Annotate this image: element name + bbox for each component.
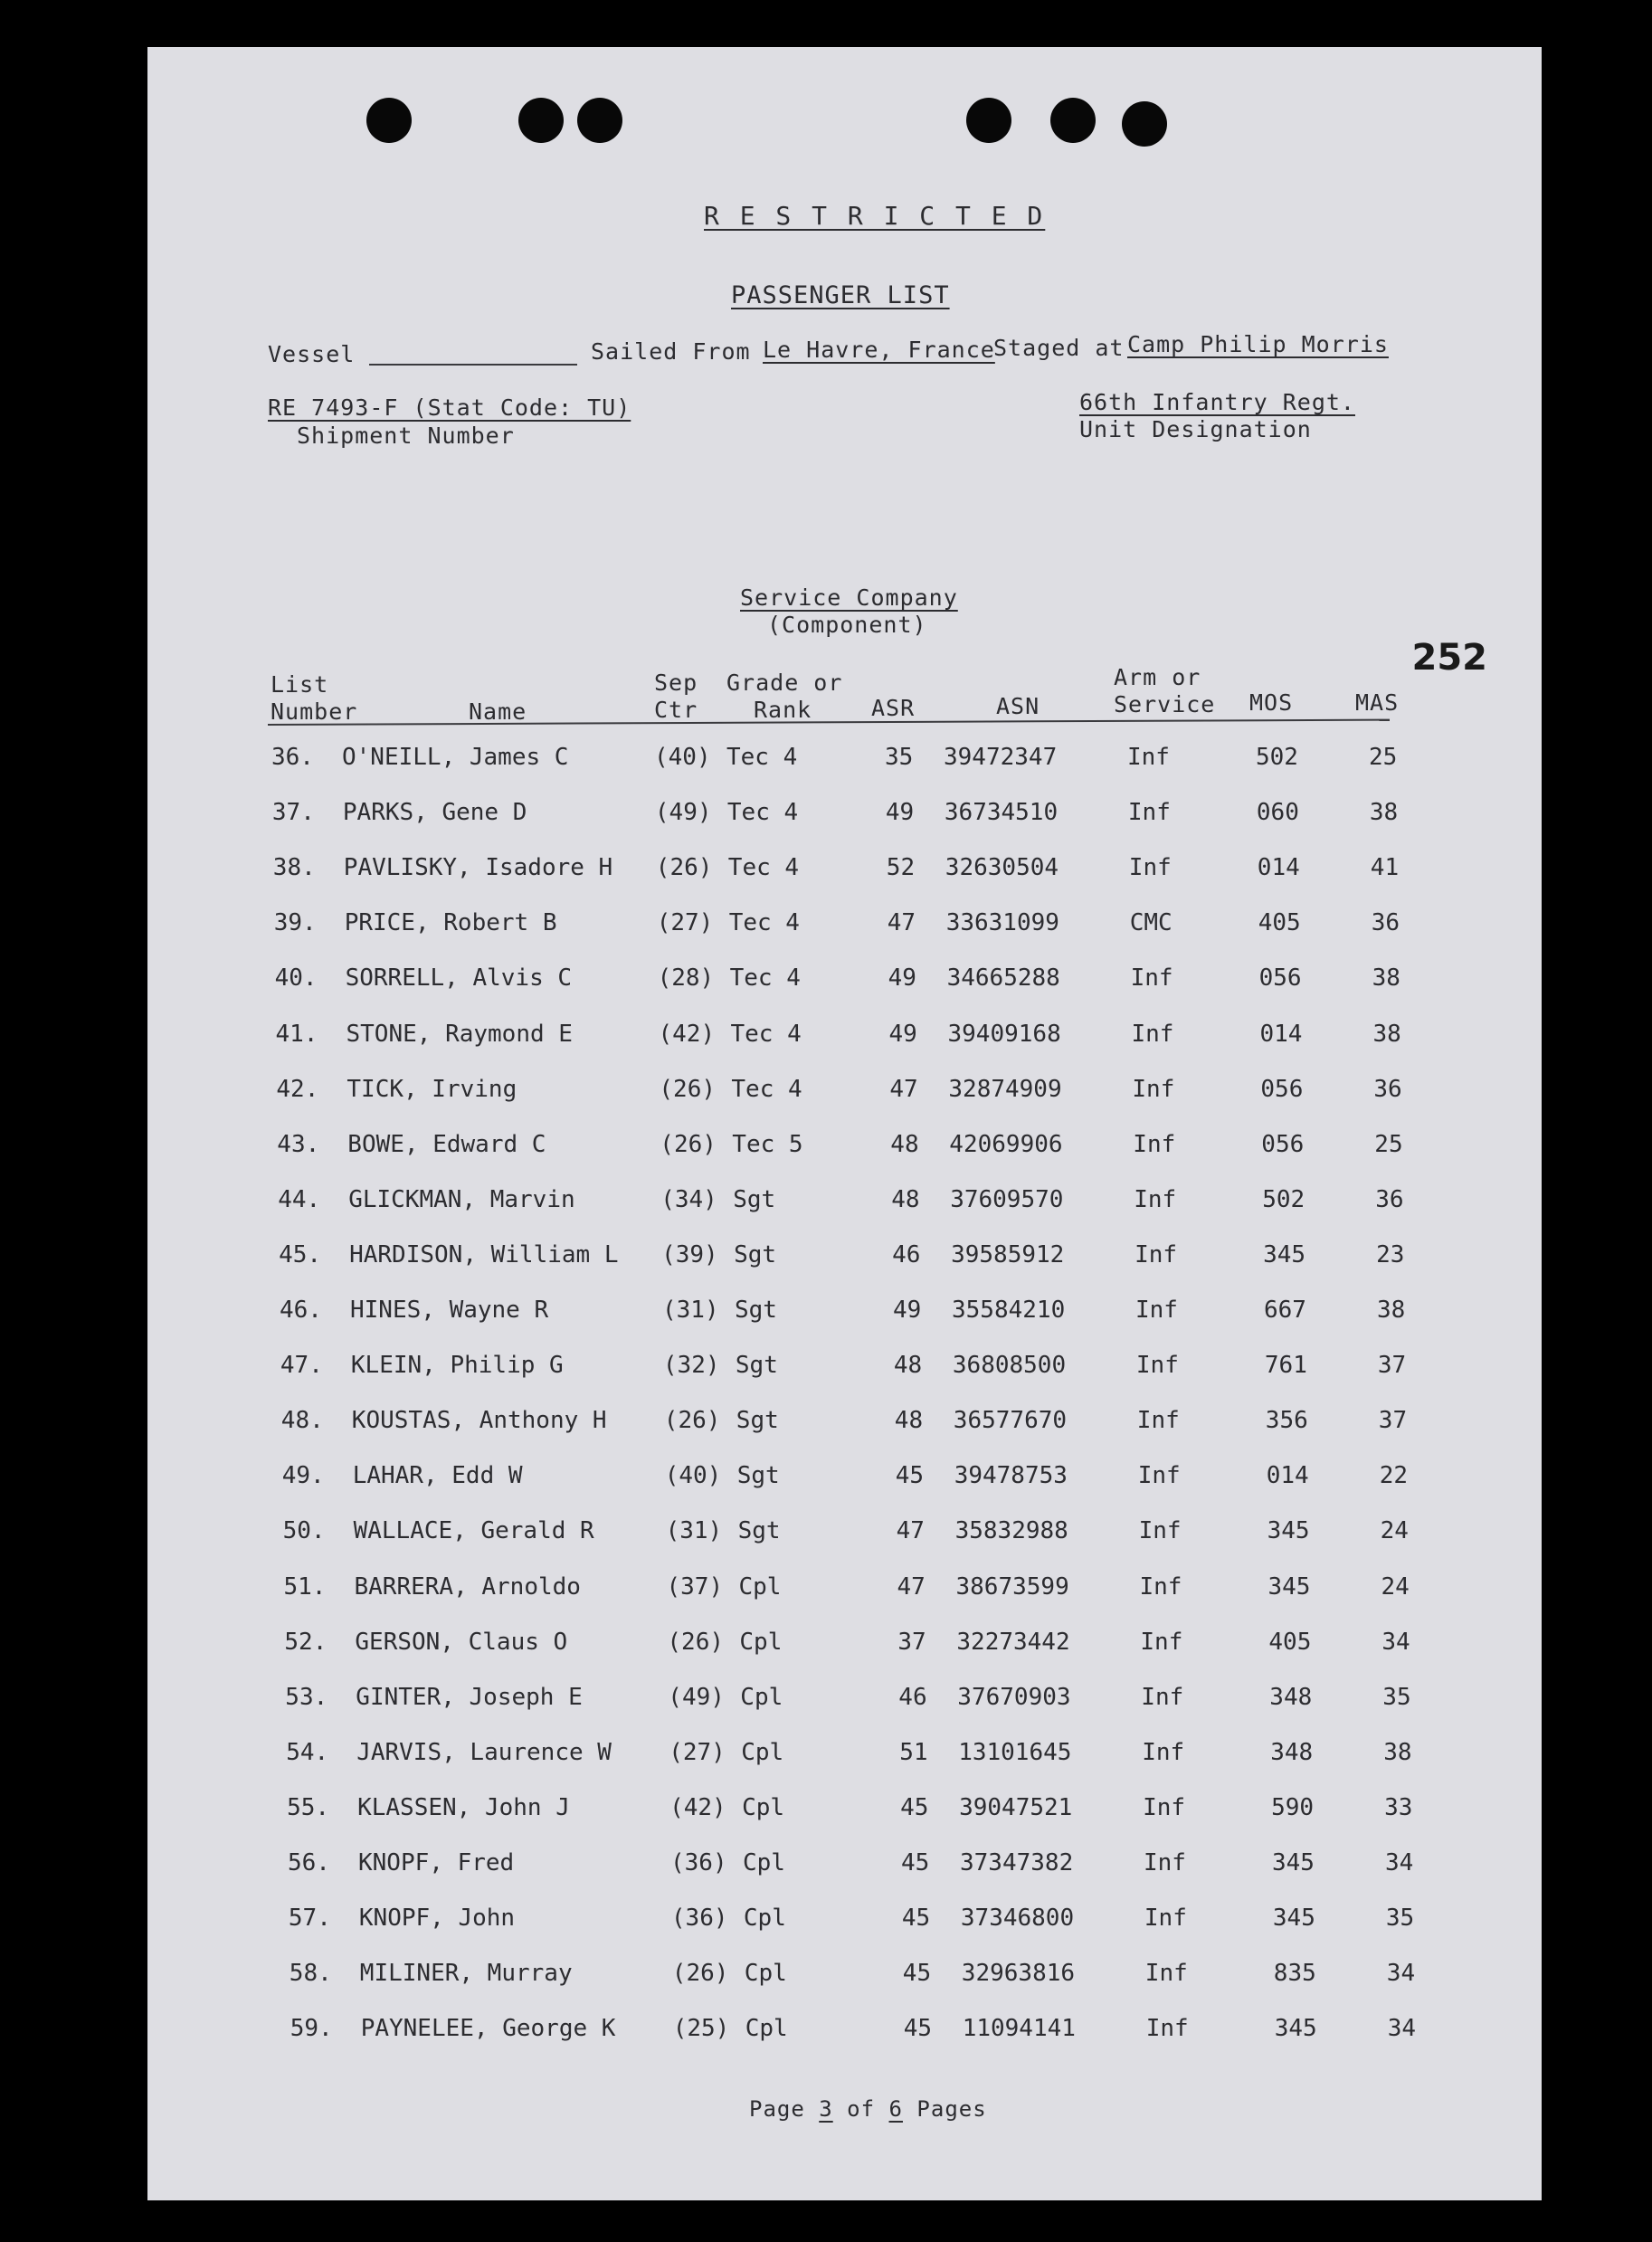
row-asr: 49 — [885, 799, 915, 827]
row-mas: 24 — [1380, 1517, 1409, 1545]
row-name: TICK, Irving — [347, 1075, 517, 1103]
row-mos: 345 — [1272, 1849, 1315, 1876]
row-asn: 35584210 — [952, 1297, 1066, 1324]
row-asr: 49 — [888, 964, 916, 993]
shipment-number-label: Shipment Number — [297, 423, 515, 449]
row-grade: Cpl — [742, 1793, 785, 1821]
row-mos: 345 — [1267, 1572, 1311, 1601]
row-number: 45. — [279, 1240, 322, 1268]
row-grade: Tec 5 — [732, 1130, 803, 1158]
row-asr: 48 — [891, 1185, 920, 1213]
col-arm-top: Arm or — [1114, 664, 1201, 690]
table-row — [147, 1960, 1542, 1996]
row-asn: 37670903 — [957, 1683, 1071, 1711]
table-row — [147, 1739, 1542, 1775]
row-sep-ctr: (31) — [665, 1517, 723, 1545]
sailed-from-value: Le Havre, France — [763, 337, 995, 363]
row-asr: 47 — [889, 1075, 918, 1103]
unit-designation-label: Unit Designation — [1079, 416, 1312, 442]
row-grade: Sgt — [735, 1297, 777, 1324]
row-arm: Inf — [1135, 1352, 1179, 1380]
table-row — [147, 1241, 1542, 1278]
row-number: 41. — [275, 1020, 318, 1048]
row-mos: 014 — [1266, 1462, 1309, 1490]
page-total: 6 — [888, 2096, 903, 2122]
row-grade: Sgt — [736, 1407, 779, 1435]
row-arm: Inf — [1140, 1628, 1183, 1656]
row-number: 58. — [289, 1960, 332, 1988]
row-mas: 38 — [1372, 1020, 1401, 1048]
row-number: 53. — [285, 1683, 328, 1711]
row-name: PRICE, Robert B — [344, 909, 557, 937]
row-mas: 36 — [1375, 1185, 1404, 1213]
row-sep-ctr: (32) — [662, 1352, 720, 1380]
row-name: MILINER, Murray — [359, 1960, 573, 1988]
row-asr: 48 — [890, 1130, 919, 1158]
row-mas: 36 — [1373, 1075, 1402, 1103]
row-name: BOWE, Edward C — [347, 1130, 546, 1158]
row-arm: Inf — [1138, 1517, 1182, 1545]
row-asr: 51 — [899, 1738, 928, 1766]
row-asn: 39478753 — [954, 1462, 1068, 1490]
row-number: 40. — [274, 964, 318, 993]
col-grade-top: Grade or — [726, 670, 843, 696]
row-name: BARRERA, Arnoldo — [354, 1572, 581, 1601]
row-asr: 46 — [892, 1240, 921, 1268]
row-name: KNOPF, Fred — [358, 1849, 515, 1876]
row-sep-ctr: (49) — [668, 1683, 725, 1711]
row-name: SORRELL, Alvis C — [345, 964, 573, 993]
row-asr: 47 — [897, 1572, 926, 1601]
row-asr: 45 — [902, 1960, 932, 1988]
row-arm: CMC — [1129, 909, 1173, 937]
row-number: 36. — [271, 744, 314, 771]
row-grade: Sgt — [733, 1185, 776, 1213]
col-asn: ASN — [996, 693, 1040, 719]
row-number: 47. — [280, 1352, 323, 1380]
col-list-number-bottom: Number — [271, 698, 358, 725]
row-sep-ctr: (25) — [672, 2015, 730, 2043]
col-arm-bottom: Service — [1114, 691, 1216, 717]
col-list-number-top: List — [271, 671, 329, 698]
vessel-blank-line — [369, 364, 577, 366]
row-sep-ctr: (36) — [670, 1905, 728, 1933]
table-row — [147, 1131, 1542, 1167]
row-grade: Tec 4 — [728, 909, 800, 937]
row-asn: 42069906 — [949, 1130, 1063, 1158]
row-mas: 36 — [1371, 909, 1400, 937]
row-mos: 667 — [1264, 1297, 1306, 1324]
row-name: STONE, Raymond E — [346, 1020, 573, 1048]
page-prefix: Page — [749, 2096, 805, 2122]
row-asn: 32630504 — [945, 854, 1059, 882]
row-grade: Tec 4 — [726, 744, 798, 771]
col-mas: MAS — [1355, 689, 1400, 716]
row-mas: 34 — [1387, 2015, 1416, 2043]
row-mas: 38 — [1369, 799, 1399, 827]
row-grade: Cpl — [744, 1960, 787, 1988]
row-mas: 22 — [1379, 1462, 1408, 1490]
row-mas: 38 — [1377, 1297, 1406, 1324]
row-grade: Cpl — [741, 1738, 784, 1766]
shipment-number: RE 7493-F (Stat Code: TU) — [268, 394, 631, 421]
row-asn: 13101645 — [958, 1738, 1072, 1766]
row-mos: 502 — [1262, 1185, 1305, 1213]
row-name: GLICKMAN, Marvin — [348, 1185, 575, 1213]
row-arm: Inf — [1136, 1407, 1180, 1435]
row-name: GERSON, Claus O — [355, 1628, 568, 1656]
row-arm: Inf — [1135, 1240, 1178, 1268]
row-sep-ctr: (26) — [660, 1130, 717, 1158]
row-mas: 35 — [1385, 1905, 1415, 1933]
row-arm: Inf — [1145, 2015, 1189, 2043]
row-mas: 38 — [1383, 1738, 1412, 1766]
row-sep-ctr: (37) — [666, 1572, 724, 1601]
row-asn: 36577670 — [953, 1407, 1068, 1435]
row-asr: 48 — [894, 1407, 924, 1435]
page-of: of — [847, 2096, 876, 2122]
row-number: 48. — [280, 1407, 324, 1435]
table-row — [147, 1794, 1542, 1830]
table-row — [147, 1573, 1542, 1610]
row-mos: 356 — [1265, 1407, 1308, 1435]
table-row — [147, 744, 1542, 780]
table-row — [147, 2015, 1542, 2051]
row-name: KLASSEN, John J — [357, 1793, 570, 1821]
row-mos: 014 — [1259, 1020, 1303, 1048]
row-grade: Tec 4 — [729, 964, 801, 993]
row-asr: 45 — [900, 1793, 929, 1821]
table-row — [147, 1297, 1542, 1333]
row-mas: 34 — [1386, 1960, 1416, 1988]
row-asn: 11094141 — [962, 2015, 1076, 2043]
row-arm: Inf — [1127, 799, 1171, 827]
row-sep-ctr: (26) — [659, 1075, 717, 1103]
page-current: 3 — [819, 2096, 833, 2122]
row-sep-ctr: (27) — [656, 909, 714, 937]
row-sep-ctr: (39) — [661, 1240, 718, 1268]
row-mas: 24 — [1381, 1572, 1410, 1601]
row-mos: 345 — [1267, 1517, 1310, 1545]
row-asn: 37346800 — [960, 1905, 1075, 1933]
row-number: 37. — [271, 799, 315, 827]
table-row — [147, 1407, 1542, 1443]
row-mas: 25 — [1369, 744, 1398, 771]
row-asr: 45 — [903, 2015, 932, 2043]
row-arm: Inf — [1142, 1738, 1185, 1766]
row-grade: Tec 4 — [727, 854, 800, 882]
row-sep-ctr: (40) — [664, 1462, 722, 1490]
row-mas: 34 — [1381, 1628, 1410, 1656]
row-number: 50. — [282, 1517, 326, 1545]
punch-hole — [966, 98, 1011, 143]
row-mas: 37 — [1378, 1407, 1408, 1435]
table-row — [147, 1352, 1542, 1388]
row-mos: 014 — [1257, 854, 1300, 882]
row-grade: Sgt — [736, 1462, 780, 1490]
row-number: 44. — [278, 1185, 321, 1213]
row-sep-ctr: (40) — [654, 744, 711, 771]
row-mos: 345 — [1272, 1905, 1315, 1933]
row-asn: 37347382 — [960, 1849, 1074, 1876]
col-asr: ASR — [871, 695, 916, 721]
row-arm: Inf — [1132, 1075, 1175, 1103]
row-asn: 39472347 — [944, 744, 1058, 771]
row-number: 57. — [288, 1905, 331, 1933]
row-number: 46. — [280, 1297, 322, 1324]
row-asr: 49 — [893, 1297, 922, 1324]
row-number: 42. — [276, 1075, 319, 1103]
row-grade: Cpl — [743, 1849, 785, 1876]
row-arm: Inf — [1137, 1462, 1181, 1490]
punch-hole — [518, 98, 564, 143]
row-asr: 35 — [885, 744, 914, 771]
row-asn: 36808500 — [952, 1352, 1067, 1380]
row-asr: 48 — [893, 1352, 923, 1380]
row-number: 49. — [281, 1462, 325, 1490]
vessel-label: Vessel — [268, 341, 356, 367]
row-number: 52. — [284, 1628, 328, 1656]
row-name: GINTER, Joseph E — [356, 1683, 583, 1711]
row-number: 54. — [286, 1738, 329, 1766]
row-grade: Cpl — [743, 1905, 786, 1933]
row-name: HINES, Wayne R — [350, 1297, 549, 1324]
row-mas: 38 — [1372, 964, 1400, 993]
row-sep-ctr: (26) — [671, 1960, 729, 1988]
row-asn: 39047521 — [959, 1793, 1073, 1821]
row-mos: 761 — [1264, 1352, 1307, 1380]
row-number: 38. — [272, 854, 316, 882]
table-row — [147, 909, 1542, 945]
row-number: 39. — [273, 909, 317, 937]
row-arm: Inf — [1134, 1185, 1177, 1213]
row-grade: Cpl — [745, 2015, 788, 2043]
row-sep-ctr: (26) — [655, 854, 713, 882]
row-asr: 47 — [896, 1517, 925, 1545]
row-arm: Inf — [1131, 1020, 1174, 1048]
row-mos: 835 — [1273, 1960, 1316, 1988]
row-mos: 345 — [1274, 2015, 1317, 2043]
col-sep-bottom: Ctr — [654, 697, 698, 723]
row-asr: 49 — [888, 1020, 917, 1048]
component-label: (Component) — [767, 612, 927, 638]
row-asr: 45 — [895, 1462, 924, 1490]
row-sep-ctr: (26) — [663, 1407, 721, 1435]
row-arm: Inf — [1144, 1960, 1188, 1988]
row-mos: 056 — [1261, 1130, 1305, 1158]
col-sep-top: Sep — [654, 670, 698, 696]
row-sep-ctr: (26) — [667, 1628, 725, 1656]
row-name: LAHAR, Edd W — [352, 1462, 523, 1490]
table-row — [147, 1517, 1542, 1553]
row-asn: 38673599 — [955, 1572, 1069, 1601]
row-sep-ctr: (27) — [669, 1738, 726, 1766]
row-name: WALLACE, Gerald R — [353, 1517, 594, 1545]
row-name: KNOPF, John — [358, 1905, 516, 1933]
row-mas: 23 — [1376, 1240, 1405, 1268]
row-mos: 056 — [1258, 964, 1302, 993]
row-number: 51. — [283, 1572, 327, 1601]
row-name: PAVLISKY, Isadore H — [343, 854, 613, 882]
row-sep-ctr: (42) — [669, 1793, 726, 1821]
row-asn: 34665288 — [946, 964, 1060, 993]
punch-hole — [1050, 98, 1096, 143]
list-title: PASSENGER LIST — [731, 281, 950, 309]
row-asr: 45 — [901, 1905, 931, 1933]
row-sep-ctr: (34) — [660, 1185, 717, 1213]
classification-heading: R E S T R I C T E D — [704, 201, 1046, 231]
row-asn: 33631099 — [945, 909, 1059, 937]
punch-hole — [577, 98, 622, 143]
row-name: KOUSTAS, Anthony H — [351, 1407, 607, 1435]
row-grade: Tec 4 — [726, 799, 799, 827]
row-mos: 348 — [1270, 1738, 1314, 1766]
table-row — [147, 1905, 1542, 1941]
row-arm: Inf — [1139, 1572, 1182, 1601]
row-mos: 060 — [1256, 799, 1299, 827]
row-grade: Cpl — [738, 1572, 782, 1601]
table-row — [147, 1849, 1542, 1886]
row-asn: 32273442 — [956, 1628, 1070, 1656]
row-name: PARKS, Gene D — [342, 799, 527, 827]
row-sep-ctr: (28) — [657, 964, 715, 993]
row-arm: Inf — [1144, 1905, 1187, 1933]
row-grade: Tec 4 — [731, 1075, 802, 1103]
row-asr: 45 — [901, 1849, 930, 1876]
page-footer — [749, 2096, 987, 2122]
unit-designation: 66th Infantry Regt. — [1079, 389, 1355, 415]
row-mas: 33 — [1384, 1793, 1413, 1821]
staged-at-value: Camp Philip Morris — [1127, 331, 1389, 357]
table-row — [147, 1684, 1542, 1720]
row-asn: 32963816 — [961, 1960, 1076, 1988]
row-name: O'NEILL, James C — [342, 744, 569, 771]
col-name: Name — [469, 698, 527, 725]
row-number: 59. — [290, 2015, 333, 2043]
table-row — [147, 799, 1542, 835]
punch-hole — [1122, 101, 1167, 147]
row-sep-ctr: (36) — [670, 1849, 727, 1876]
row-grade: Cpl — [739, 1628, 783, 1656]
row-name: JARVIS, Laurence W — [356, 1738, 612, 1766]
row-asr: 46 — [898, 1683, 927, 1711]
table-row — [147, 1021, 1542, 1057]
table-row — [147, 854, 1542, 890]
row-asn: 39409168 — [947, 1020, 1061, 1048]
sailed-from-label: Sailed From — [591, 338, 751, 365]
row-name: HARDISON, William L — [349, 1240, 619, 1268]
row-number: 56. — [288, 1849, 330, 1876]
row-mos: 405 — [1268, 1628, 1312, 1656]
row-grade: Sgt — [735, 1352, 778, 1380]
page-suffix: Pages — [916, 2096, 987, 2122]
row-arm: Inf — [1127, 744, 1170, 771]
row-mos: 348 — [1269, 1683, 1313, 1711]
row-asn: 36734510 — [944, 799, 1059, 827]
table-row — [147, 964, 1542, 1001]
row-mos: 502 — [1256, 744, 1298, 771]
document-page — [147, 47, 1542, 2200]
row-mos: 590 — [1271, 1793, 1315, 1821]
table-row — [147, 1629, 1542, 1665]
punch-hole — [366, 98, 412, 143]
row-mas: 37 — [1377, 1352, 1407, 1380]
row-sep-ctr: (49) — [654, 799, 712, 827]
row-arm: Inf — [1143, 1793, 1186, 1821]
component-name: Service Company — [740, 584, 958, 611]
row-grade: Tec 4 — [730, 1020, 802, 1048]
row-asr: 52 — [886, 854, 916, 882]
row-asn: 37609570 — [950, 1185, 1064, 1213]
row-arm: Inf — [1135, 1297, 1178, 1324]
row-arm: Inf — [1130, 964, 1173, 993]
row-mos: 056 — [1260, 1075, 1304, 1103]
row-number: 43. — [277, 1130, 320, 1158]
row-arm: Inf — [1133, 1130, 1176, 1158]
row-asn: 32874909 — [948, 1075, 1062, 1103]
page-number-stamp: 252 — [1411, 637, 1487, 679]
row-arm: Inf — [1144, 1849, 1186, 1876]
col-grade-bottom: Rank — [754, 697, 812, 723]
table-row — [147, 1076, 1542, 1112]
col-mos: MOS — [1249, 689, 1294, 716]
row-mas: 25 — [1374, 1130, 1403, 1158]
row-mas: 35 — [1382, 1683, 1411, 1711]
row-asr: 37 — [897, 1628, 926, 1656]
row-name: KLEIN, Philip G — [350, 1352, 564, 1380]
row-number: 55. — [287, 1793, 330, 1821]
row-arm: Inf — [1141, 1683, 1184, 1711]
header-rule — [268, 719, 1390, 726]
row-name: PAYNELEE, George K — [360, 2015, 616, 2043]
table-row — [147, 1186, 1542, 1222]
row-asn: 39585912 — [951, 1240, 1065, 1268]
row-grade: Sgt — [737, 1517, 781, 1545]
row-sep-ctr: (31) — [662, 1297, 719, 1324]
row-mos: 405 — [1258, 909, 1301, 937]
staged-at-label: Staged at — [993, 335, 1125, 361]
row-grade: Cpl — [740, 1683, 783, 1711]
row-grade: Sgt — [734, 1240, 777, 1268]
row-mos: 345 — [1263, 1240, 1306, 1268]
row-asr: 47 — [887, 909, 916, 937]
row-mas: 34 — [1385, 1849, 1414, 1876]
row-mas: 41 — [1370, 854, 1400, 882]
table-row — [147, 1462, 1542, 1498]
row-asn: 35832988 — [954, 1517, 1068, 1545]
row-arm: Inf — [1128, 854, 1172, 882]
row-sep-ctr: (42) — [658, 1020, 716, 1048]
